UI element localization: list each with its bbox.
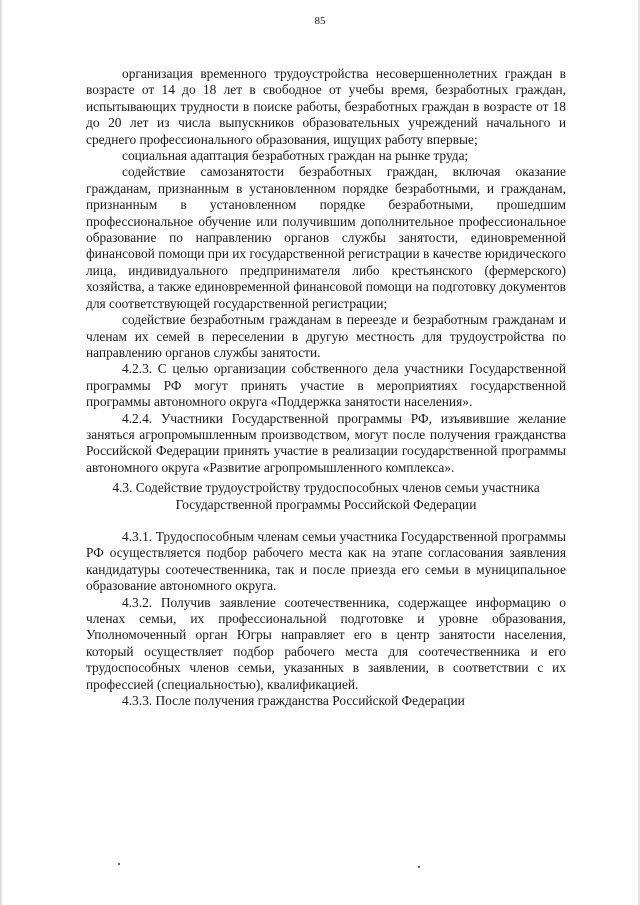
- scan-edge-left: [0, 0, 3, 905]
- page-number: 85: [314, 15, 326, 27]
- paragraph: социальная адаптация безработных граждан на рынке труда;: [122, 148, 469, 164]
- paragraph: 4.3.3. После получения гражданства Российской Федерации: [122, 693, 465, 709]
- document-body: [86, 66, 566, 709]
- paragraph: содействие безработным гражданам в переезде и безработным гражданам и членам их семей в переселении в другую местность для трудоустройства по направлению органов службы занятости.: [86, 312, 566, 360]
- paragraph: 4.3.2. Получив заявление соотечественника, содержащее информацию о членах семьи, их профессиональной подготовке и уровне образования, Уполномоченный орган Югры направляет его в центр занятости населения, который осуществляет подбор рабочего места для соотечественника и его трудоспособных членов семьи, указанных в заявлении, в соответствии с их профессией (специальностью), квалификацией.: [86, 594, 566, 692]
- paragraph: содействие самозанятости безработных граждан, включая оказание гражданам, признанным в установленном порядке безработными, и гражданам, признанным в установленном порядке безработными, прошедшим профессиональное обучение или получившим дополнительное профессиональное образование по направлению органов службы занятости, единовременной финансовой помощи при их государственной регистрации в качестве юридического лица, индивидуального предпринимателя либо крестьянского (фермерского) хозяйства, а также единовременной финансовой помощи на подготовку документов для соответствующей государственной регистрации;: [86, 164, 566, 311]
- paragraph: 4.2.4. Участники Государственной программы РФ, изъявившие желание заняться агропромышленным производством, могут после получения гражданства Российской Федерации принять участие в реализации государственной программы автономного округа «Развитие агропромышленного комплекса».: [86, 410, 566, 475]
- paragraph: 4.3.1. Трудоспособным членам семьи участника Государственной программы РФ осуществляется подбор рабочего места как на этапе согласования заявления кандидатуры соотечественника, так и после приезда его семьи в муниципальное образование автономного округа.: [86, 528, 566, 594]
- section-heading: 4.3. Содействие трудоустройству трудоспособных членов семьи участника Государственной программы Российской Федерации: [112, 480, 540, 512]
- paragraph: организация временного трудоустройства несовершеннолетних граждан в возрасте от 14 до 18 лет в свободное от учебы время, безработных граждан, испытывающих трудности в поиске работы, безработных граждан в возрасте от 18 до 20 лет из числа выпускников образовательных учреждений начального и среднего профессионального образования, ищущих работу впервые;: [86, 66, 566, 147]
- scan-speck: [118, 863, 120, 865]
- scan-speck: [418, 866, 420, 868]
- paragraph: 4.2.3. С целью организации собственного дела участники Государственной программы РФ могут принять участие в мероприятиях государственной программы автономного округа «Поддержка занятости населения».: [86, 361, 566, 410]
